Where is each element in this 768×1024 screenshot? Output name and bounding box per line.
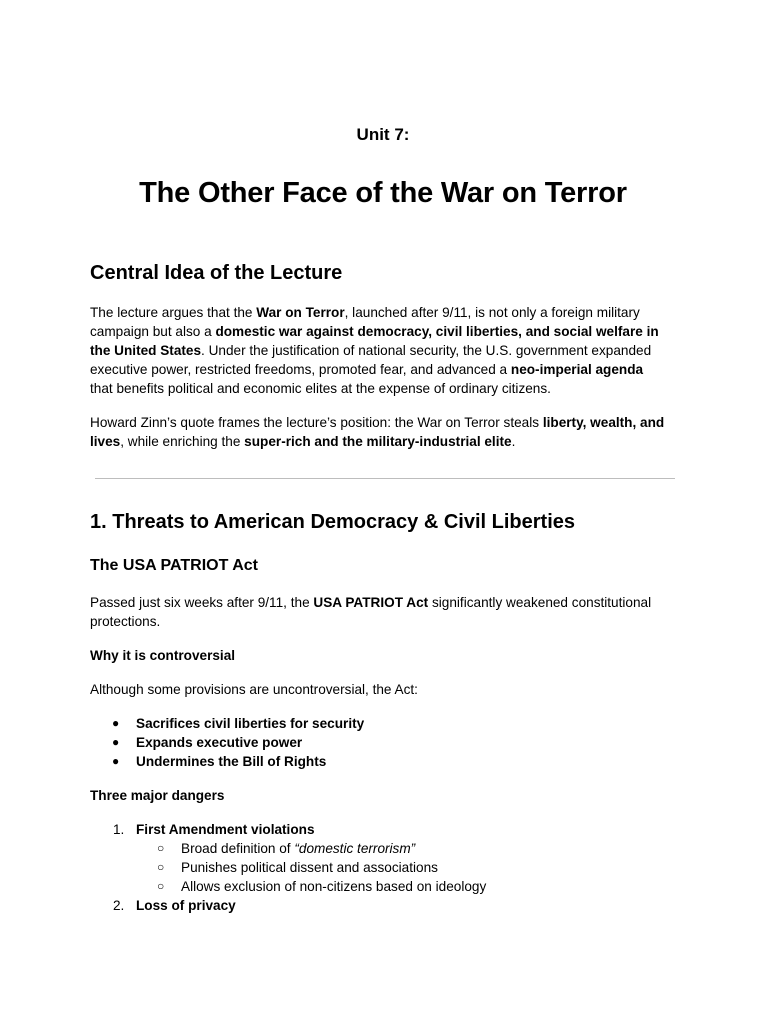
text-run: Broad definition of [181, 841, 295, 856]
bold-run: neo-imperial agenda [510, 362, 644, 377]
bold-run: lives [90, 434, 121, 449]
text-run: . Under the justification of national security, the U.S. government expanded [201, 343, 652, 358]
bullet-icon: ● [112, 754, 120, 768]
central-idea-paragraph-2 [90, 413, 680, 451]
text-run: . [511, 434, 516, 449]
hollow-bullet-icon: ○ [157, 841, 165, 855]
danger-heading: Loss of privacy [136, 898, 236, 913]
bold-run: super-rich and the military-industrial elite [244, 434, 512, 449]
text-run: The lecture argues that the [90, 305, 257, 320]
bullet-icon: ● [112, 735, 120, 749]
list-item [90, 752, 364, 771]
text-run: that benefits political and economic elites at the expense of ordinary citizens. [90, 381, 551, 396]
sub-list-item [136, 839, 486, 858]
sub-list-item [136, 877, 486, 896]
text-run: , launched after 9/11, is not only a foreign military [344, 305, 640, 320]
text-run: protections. [90, 614, 161, 629]
text-run: campaign but also a [90, 324, 216, 339]
dangers-list [90, 820, 486, 915]
list-item [90, 714, 364, 733]
text-run: Howard Zinn’s quote frames the lecture’s position: the War on Terror steals [90, 415, 543, 430]
act-intro-text: Although some provisions are uncontroversial, the Act: [90, 682, 418, 697]
text-run: Passed just six weeks after 9/11, the [90, 595, 314, 610]
three-dangers-label: Three major dangers [90, 788, 225, 803]
text-run: significantly weakened constitutional [428, 595, 652, 610]
central-idea-heading: Central Idea of the Lecture [90, 262, 343, 284]
sub-list-item [136, 858, 486, 877]
text-run: Punishes political dissent and associations [181, 860, 438, 875]
text-run: executive power, restricted freedoms, promoted fear, and advanced a [90, 362, 511, 377]
list-number: 1. [113, 822, 125, 837]
bold-run: USA PATRIOT Act [313, 595, 429, 610]
bold-run: War on Terror [256, 305, 345, 320]
list-item [90, 896, 486, 915]
bullet-icon: ● [112, 716, 120, 730]
hollow-bullet-icon: ○ [157, 879, 165, 893]
list-item [90, 733, 364, 752]
text-run: Allows exclusion of non-citizens based on ideology [181, 879, 487, 894]
section-1-heading: 1. Threats to American Democracy & Civil Liberties [90, 511, 575, 533]
list-item [90, 820, 486, 896]
text-run: , while enriching the [120, 434, 245, 449]
sub-list [136, 839, 486, 896]
bold-run: the United States [90, 343, 202, 358]
italic-run: “domestic terrorism” [294, 841, 416, 856]
patriot-act-subheading: The USA PATRIOT Act [90, 557, 258, 574]
document-title: The Other Face of the War on Terror [139, 177, 627, 209]
central-idea-paragraph-1 [90, 303, 680, 398]
patriot-act-paragraph [90, 593, 680, 631]
horizontal-divider [95, 478, 675, 479]
bold-run: liberty, wealth, and [542, 415, 665, 430]
hollow-bullet-icon: ○ [157, 860, 165, 874]
why-controversial-label: Why it is controversial [90, 648, 236, 663]
list-item-text: Expands executive power [136, 735, 303, 750]
danger-heading: First Amendment violations [136, 822, 315, 837]
act-effects-list [90, 714, 364, 771]
bold-run: domestic war against democracy, civil liberties, and social welfare in [215, 324, 659, 339]
list-item-text: Undermines the Bill of Rights [136, 754, 327, 769]
list-number: 2. [113, 898, 125, 913]
list-item-text: Sacrifices civil liberties for security [136, 716, 365, 731]
unit-label: Unit 7: [356, 125, 410, 144]
